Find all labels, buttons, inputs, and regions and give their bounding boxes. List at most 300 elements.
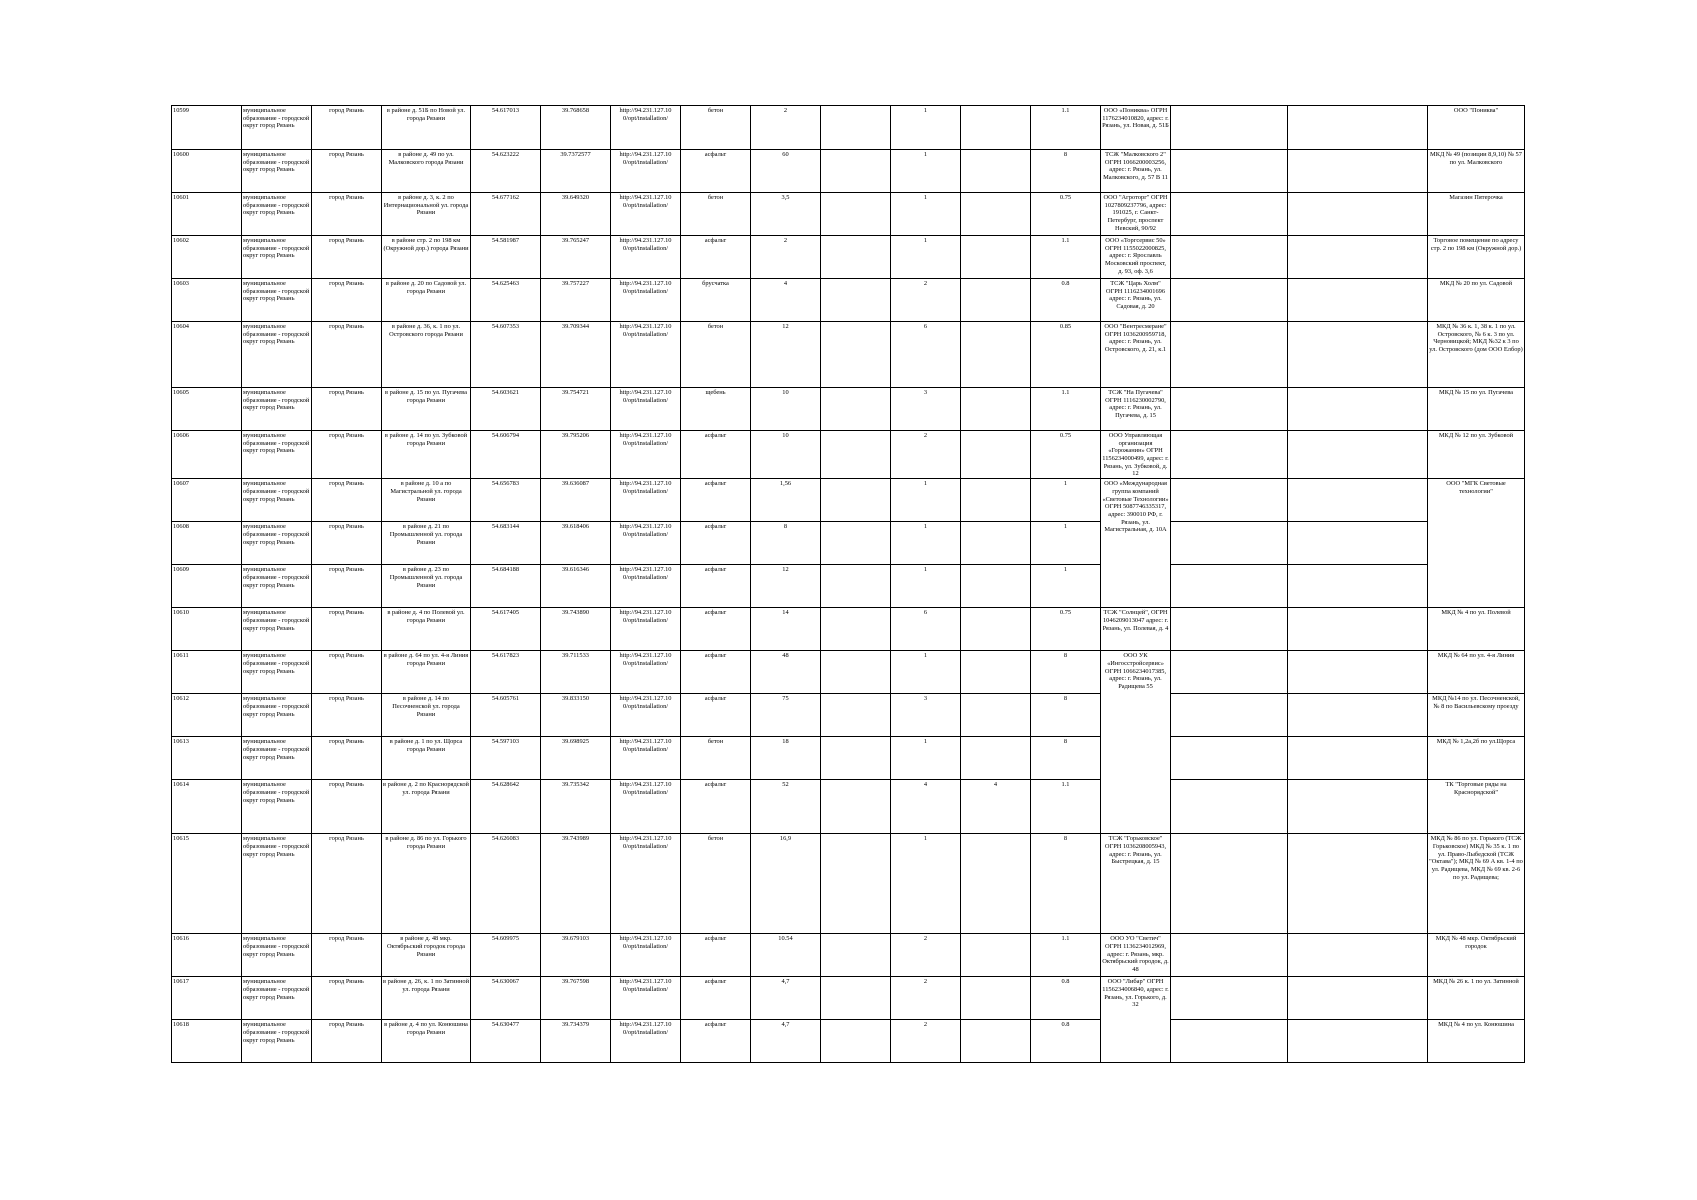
count-cell: 4 [891,780,961,834]
blank-cell [1288,737,1428,780]
municipality-type-cell: муниципальное образование - городской округ город Рязань [242,694,312,737]
blank-cell [1288,279,1428,322]
location-cell: в районе д. 64 по ул. 4-я Линия города Рязани [382,651,471,694]
row-id-cell: 10599 [172,106,242,150]
owner-cell: ТСЖ "Солнцей", ОГРН 1046209013047 адрес: г. Рязань, ул. Полевая, д. 4 [1101,608,1171,651]
url-cell: http://94.231.127.10 0/opt/installation/ [611,834,681,934]
blank-cell [1288,431,1428,479]
blank-cell [1171,431,1288,479]
surface-cell: бетон [681,834,751,934]
blank-cell [1288,479,1428,522]
area-cell: 8 [751,522,821,565]
count-extra-cell [961,977,1031,1020]
owner-cell: ТСЖ "На Пугачева" ОГРН 1116230002790, адрес: г. Рязань, ул. Пугачева, д. 15 [1101,388,1171,431]
city-cell: город Рязань [312,934,382,977]
municipality-type-cell: муниципальное образование - городской округ город Рязань [242,651,312,694]
municipality-type-cell: муниципальное образование - городской округ город Рязань [242,388,312,431]
count-cell: 2 [891,977,961,1020]
latitude-cell: 54.626083 [471,834,541,934]
count-extra-cell [961,608,1031,651]
blank-cell [1288,150,1428,193]
blank-cell [821,106,891,150]
blank-cell [1171,1020,1288,1063]
municipality-type-cell: муниципальное образование - городской округ город Рязань [242,431,312,479]
row-id-cell: 10600 [172,150,242,193]
area-cell: 52 [751,780,821,834]
city-cell: город Рязань [312,479,382,522]
count-extra-cell: 4 [961,780,1031,834]
row-id-cell: 10606 [172,431,242,479]
row-id-cell: 10601 [172,193,242,236]
volume-cell: 1.1 [1031,106,1101,150]
owner-cell: ООО «Международная группа компаний «Световые Технологии» ОГРН 5087746335317, адрес: 390010 РФ, г. Рязань, ул. Магистральная, д. 10А [1101,479,1171,608]
surface-cell: бетон [681,322,751,388]
blank-cell [1288,388,1428,431]
city-cell: город Рязань [312,279,382,322]
municipality-type-cell: муниципальное образование - городской округ город Рязань [242,150,312,193]
city-cell: город Рязань [312,737,382,780]
table-row [172,934,1525,977]
count-cell: 1 [891,651,961,694]
url-cell: http://94.231.127.10 0/opt/installation/ [611,388,681,431]
area-cell: 4 [751,279,821,322]
longitude-cell: 39.711533 [541,651,611,694]
area-cell: 10.54 [751,934,821,977]
count-extra-cell [961,834,1031,934]
municipality-type-cell: муниципальное образование - городской округ город Рязань [242,737,312,780]
area-cell: 10 [751,388,821,431]
municipality-type-cell: муниципальное образование - городской округ город Рязань [242,322,312,388]
blank-cell [1288,934,1428,977]
longitude-cell: 39.636087 [541,479,611,522]
latitude-cell: 54.581987 [471,236,541,279]
blank-cell [821,388,891,431]
count-cell: 2 [891,1020,961,1063]
city-cell: город Рязань [312,150,382,193]
municipality-type-cell: муниципальное образование - городской округ город Рязань [242,780,312,834]
blank-cell [1288,522,1428,565]
city-cell: город Рязань [312,780,382,834]
count-cell: 3 [891,694,961,737]
blank-cell [1288,322,1428,388]
surface-cell: асфальт [681,977,751,1020]
count-cell: 1 [891,193,961,236]
location-cell: в районе д. 3, к. 2 по Интернациональной ул. города Рязани [382,193,471,236]
url-cell: http://94.231.127.10 0/opt/installation/ [611,608,681,651]
source-cell: МКД № 48 мкр. Октябрьский городок [1428,934,1525,977]
municipality-type-cell: муниципальное образование - городской округ город Рязань [242,193,312,236]
municipality-type-cell: муниципальное образование - городской округ город Рязань [242,479,312,522]
row-id-cell: 10614 [172,780,242,834]
surface-cell: щебень [681,388,751,431]
city-cell: город Рязань [312,322,382,388]
count-cell: 2 [891,431,961,479]
longitude-cell: 39.679103 [541,934,611,977]
blank-cell [821,322,891,388]
blank-cell [1288,1020,1428,1063]
url-cell: http://94.231.127.10 0/opt/installation/ [611,106,681,150]
table-row [172,150,1525,193]
count-extra-cell [961,236,1031,279]
city-cell: город Рязань [312,565,382,608]
url-cell: http://94.231.127.10 0/opt/installation/ [611,977,681,1020]
latitude-cell: 54.605761 [471,694,541,737]
source-cell: ООО "МГК Световые технологии" [1428,479,1525,608]
blank-cell [821,236,891,279]
latitude-cell: 54.625463 [471,279,541,322]
blank-cell [821,479,891,522]
count-cell: 1 [891,479,961,522]
source-cell: МКД № 15 по ул. Пугачева [1428,388,1525,431]
latitude-cell: 54.607353 [471,322,541,388]
location-cell: в районе д. 14 по Песочненской ул. города Рязани [382,694,471,737]
row-id-cell: 10609 [172,565,242,608]
volume-cell: 0.75 [1031,608,1101,651]
table-row [172,106,1525,150]
volume-cell: 1 [1031,479,1101,522]
surface-cell: асфальт [681,780,751,834]
municipality-type-cell: муниципальное образование - городской округ город Рязань [242,522,312,565]
latitude-cell: 54.606794 [471,431,541,479]
count-cell: 1 [891,737,961,780]
volume-cell: 8 [1031,694,1101,737]
blank-cell [1288,694,1428,737]
blank-cell [1288,608,1428,651]
latitude-cell: 54.628642 [471,780,541,834]
source-cell: МКД № 26 к. 1 по ул. Затинной [1428,977,1525,1020]
location-cell: в районе д. 4 по ул. Конюшина города Рязани [382,1020,471,1063]
blank-cell [1171,106,1288,150]
blank-cell [1171,737,1288,780]
blank-cell [1288,193,1428,236]
source-cell: ООО "Пониква" [1428,106,1525,150]
city-cell: город Рязань [312,977,382,1020]
volume-cell: 0.75 [1031,193,1101,236]
row-id-cell: 10605 [172,388,242,431]
source-cell: Магазин Пятерочка [1428,193,1525,236]
longitude-cell: 39.795206 [541,431,611,479]
area-cell: 10 [751,431,821,479]
row-id-cell: 10615 [172,834,242,934]
count-extra-cell [961,322,1031,388]
count-extra-cell [961,694,1031,737]
owner-cell: ООО «Пониква» ОГРН 1176234010820, адрес: г. Рязань, ул. Новая, д. 51Б [1101,106,1171,150]
count-extra-cell [961,737,1031,780]
area-cell: 1,56 [751,479,821,522]
city-cell: город Рязань [312,106,382,150]
volume-cell: 8 [1031,150,1101,193]
blank-cell [821,193,891,236]
url-cell: http://94.231.127.10 0/opt/installation/ [611,479,681,522]
volume-cell: 0.75 [1031,431,1101,479]
volume-cell: 0.8 [1031,279,1101,322]
area-cell: 3,5 [751,193,821,236]
location-cell: в районе д. 23 по Промышленной ул. города Рязани [382,565,471,608]
source-cell: МКД № 20 по ул. Садовой [1428,279,1525,322]
blank-cell [821,694,891,737]
blank-cell [1288,834,1428,934]
volume-cell: 1 [1031,522,1101,565]
city-cell: город Рязань [312,694,382,737]
count-extra-cell [961,651,1031,694]
source-cell: МКД № 12 по ул. Зубковой [1428,431,1525,479]
url-cell: http://94.231.127.10 0/opt/installation/ [611,150,681,193]
area-cell: 2 [751,106,821,150]
table-row [172,780,1525,834]
row-id-cell: 10612 [172,694,242,737]
count-cell: 1 [891,150,961,193]
area-cell: 60 [751,150,821,193]
row-id-cell: 10602 [172,236,242,279]
owner-cell: ООО Управляющая организация «Горожанин» ОГРН 1156234000499, адрес: г. Рязань, ул. Зубковой, д. 12 [1102,432,1169,478]
count-cell: 1 [891,522,961,565]
count-extra-cell [961,150,1031,193]
area-cell: 2 [751,236,821,279]
municipality-type-cell: муниципальное образование - городской округ город Рязань [242,608,312,651]
source-cell: МКД № 1,2а,2б по ул.Щорса [1428,737,1525,780]
table-row [172,565,1525,608]
blank-cell [1171,651,1288,694]
area-cell: 12 [751,322,821,388]
municipality-type-cell: муниципальное образование - городской округ город Рязань [242,834,312,934]
blank-cell [1171,388,1288,431]
table-row [172,651,1525,694]
owner-cell: ООО УО "Светич" ОГРН 1136234012969, адрес: г. Рязань, мкр. Октябрьский городок, д. 48 [1101,934,1171,977]
blank-cell [821,834,891,934]
longitude-cell: 39.768658 [541,106,611,150]
source-cell: МКД № 4 по ул. Конюшина [1428,1020,1525,1063]
count-cell: 1 [891,565,961,608]
municipality-type-cell: муниципальное образование - городской округ город Рязань [242,1020,312,1063]
location-cell: в районе д. 86 по ул. Горького города Рязани [382,834,471,934]
blank-cell [1288,565,1428,608]
surface-cell: асфальт [681,431,751,479]
count-cell: 6 [891,608,961,651]
volume-cell: 8 [1031,834,1101,934]
surface-cell: брусчатка [681,279,751,322]
location-cell: в районе д. 21 по Промышленной ул. города Рязани [382,522,471,565]
count-extra-cell [961,106,1031,150]
blank-cell [1288,780,1428,834]
area-cell: 75 [751,694,821,737]
blank-cell [1288,236,1428,279]
url-cell: http://94.231.127.10 0/opt/installation/ [611,737,681,780]
blank-cell [821,737,891,780]
volume-cell: 0.8 [1031,977,1101,1020]
longitude-cell: 39.618406 [541,522,611,565]
longitude-cell: 39.743989 [541,834,611,934]
count-extra-cell [961,479,1031,522]
blank-cell [1288,977,1428,1020]
url-cell: http://94.231.127.10 0/opt/installation/ [611,522,681,565]
table-row [172,1020,1525,1063]
municipality-type-cell: муниципальное образование - городской округ город Рязань [242,236,312,279]
surface-cell: асфальт [681,934,751,977]
longitude-cell: 39.757227 [541,279,611,322]
location-cell: в районе стр. 2 по 198 км (Окружной дор.) города Рязани [382,236,471,279]
table-row [172,479,1525,522]
row-id-cell: 10604 [172,322,242,388]
owner-cell: ООО "Либар" ОГРН 1156234006840, адрес: г. Рязань, ул. Горького, д. 32 [1101,977,1171,1063]
table-row [172,977,1525,1020]
city-cell: город Рязань [312,834,382,934]
volume-cell: 1.1 [1031,780,1101,834]
longitude-cell: 39.649320 [541,193,611,236]
location-cell: в районе д. 4 по Полевой ул. города Рязани [382,608,471,651]
table-row [172,388,1525,431]
owner-cell: ООО УК «Ингосстройсервис» ОГРН 1066234017385, адрес: г. Рязань, ул. Радищева 55 [1101,651,1171,834]
count-cell: 1 [891,106,961,150]
blank-cell [821,651,891,694]
municipality-type-cell: муниципальное образование - городской округ город Рязань [242,977,312,1020]
city-cell: город Рязань [312,522,382,565]
latitude-cell: 54.609975 [471,934,541,977]
area-cell: 12 [751,565,821,608]
latitude-cell: 54.656783 [471,479,541,522]
city-cell: город Рязань [312,236,382,279]
table-row [172,236,1525,279]
source-cell: Торговое помещение по адресу стр. 2 по 198 км (Окружной дор.) [1428,236,1525,279]
count-extra-cell [961,1020,1031,1063]
table-row [172,322,1525,388]
table-row [172,694,1525,737]
row-id-cell: 10607 [172,479,242,522]
row-id-cell: 10616 [172,934,242,977]
latitude-cell: 54.683144 [471,522,541,565]
area-cell: 48 [751,651,821,694]
volume-cell: 1.1 [1031,388,1101,431]
volume-cell: 8 [1031,737,1101,780]
row-id-cell: 10617 [172,977,242,1020]
blank-cell [1171,608,1288,651]
volume-cell: 0.8 [1031,1020,1101,1063]
longitude-cell: 39.7372577 [541,150,611,193]
count-extra-cell [961,522,1031,565]
url-cell: http://94.231.127.10 0/opt/installation/ [611,565,681,608]
municipality-type-cell: муниципальное образование - городской округ город Рязань [242,934,312,977]
location-cell: в районе д. 48 мкр. Октябрьский городок города Рязани [382,934,471,977]
latitude-cell: 54.623222 [471,150,541,193]
surface-cell: бетон [681,193,751,236]
count-extra-cell [961,279,1031,322]
count-cell: 1 [891,834,961,934]
row-id-cell: 10618 [172,1020,242,1063]
longitude-cell: 39.765247 [541,236,611,279]
latitude-cell: 54.617823 [471,651,541,694]
source-cell: МКД № 36 к. 1, 38 к. 1 по ул. Островского, № 6 к. 3 по ул. Черновицкой; МКД №32 к 3 по ул. Островского (дом ООО Елбор) [1428,322,1525,388]
city-cell: город Рязань [312,193,382,236]
blank-cell [821,279,891,322]
city-cell: город Рязань [312,608,382,651]
municipality-type-cell: муниципальное образование - городской округ город Рязань [242,565,312,608]
surface-cell: асфальт [681,236,751,279]
city-cell: город Рязань [312,431,382,479]
row-id-cell: 10608 [172,522,242,565]
blank-cell [1171,322,1288,388]
url-cell: http://94.231.127.10 0/opt/installation/ [611,279,681,322]
surface-cell: асфальт [681,608,751,651]
blank-cell [821,431,891,479]
blank-cell [821,1020,891,1063]
url-cell: http://94.231.127.10 0/opt/installation/ [611,651,681,694]
latitude-cell: 54.630067 [471,977,541,1020]
longitude-cell: 39.767598 [541,977,611,1020]
url-cell: http://94.231.127.10 0/opt/installation/ [611,934,681,977]
url-cell: http://94.231.127.10 0/opt/installation/ [611,1020,681,1063]
volume-cell: 8 [1031,651,1101,694]
latitude-cell: 54.617405 [471,608,541,651]
latitude-cell: 54.677162 [471,193,541,236]
latitude-cell: 54.603621 [471,388,541,431]
longitude-cell: 39.698925 [541,737,611,780]
blank-cell [821,977,891,1020]
surface-cell: асфальт [681,522,751,565]
url-cell: http://94.231.127.10 0/opt/installation/ [611,322,681,388]
count-cell: 2 [891,934,961,977]
source-cell: ТК "Торговые ряды на Краснорядской" [1428,780,1525,834]
url-cell: http://94.231.127.10 0/opt/installation/ [611,780,681,834]
blank-cell [1171,150,1288,193]
blank-cell [1171,236,1288,279]
location-cell: в районе д. 15 по ул. Пугачева города Рязани [382,388,471,431]
blank-cell [821,522,891,565]
blank-cell [1171,193,1288,236]
city-cell: город Рязань [312,388,382,431]
area-cell: 14 [751,608,821,651]
volume-cell: 0.85 [1031,322,1101,388]
table-row [172,737,1525,780]
row-id-cell: 10610 [172,608,242,651]
row-id-cell: 10613 [172,737,242,780]
blank-cell [1171,279,1288,322]
source-cell: МКД № 64 по ул. 4-я Линия [1428,651,1525,694]
location-cell: в районе д. 10 а по Магистральной ул. города Рязани [382,479,471,522]
table-row [172,522,1525,565]
owner-cell: ТСЖ "Горьковское" ОГРН 1036208005943, адрес: г. Рязань, ул. Быстрецкая, д. 15 [1101,834,1171,934]
surface-cell: асфальт [681,150,751,193]
owner-cell: ООО "Агроторг" ОГРН 1027809237796, адрес: 191025, г. Санкт-Петербург, проспект Невский, 90/92 [1101,193,1171,236]
count-cell: 3 [891,388,961,431]
blank-cell [1171,780,1288,834]
count-extra-cell [961,193,1031,236]
count-extra-cell [961,388,1031,431]
owner-cell: ТСЖ "Царь Холм" ОГРН 1116234001696 адрес: г. Рязань, ул. Садовая, д. 20 [1101,279,1171,322]
row-id-cell: 10603 [172,279,242,322]
source-cell: МКД № 86 по ул. Горького (ТСЖ Горьковское) МКД № 35 к. 1 по ул. Право-Лыбедской (ТСЖ "Октава"); МКД № 69 А кв. 1-4 по ул. Радищева, МКД № 69 кв. 2-6 по ул. Радищева; [1428,834,1525,934]
blank-cell [1288,651,1428,694]
longitude-cell: 39.743890 [541,608,611,651]
blank-cell [821,780,891,834]
location-cell: в районе д. 2 по Краснорядской ул. города Рязани [382,780,471,834]
source-cell: МКД № 4 по ул. Полевой [1428,608,1525,651]
surface-cell: асфальт [681,1020,751,1063]
latitude-cell: 54.684188 [471,565,541,608]
count-extra-cell [961,934,1031,977]
latitude-cell: 54.630477 [471,1020,541,1063]
location-cell: в районе д. 1 по ул. Щорса города Рязани [382,737,471,780]
owner-cell: ООО «Торгсервис 50» ОГРН 1155022000825, адрес: г. Ярославль Московский проспект, д. 93, оф. 3,6 [1101,236,1171,279]
volume-cell: 1 [1031,565,1101,608]
blank-cell [821,608,891,651]
blank-cell [1171,934,1288,977]
city-cell: город Рязань [312,651,382,694]
blank-cell [821,565,891,608]
count-extra-cell [961,565,1031,608]
table-row [172,834,1525,934]
blank-cell [1171,834,1288,934]
surface-cell: асфальт [681,479,751,522]
surface-cell: асфальт [681,651,751,694]
